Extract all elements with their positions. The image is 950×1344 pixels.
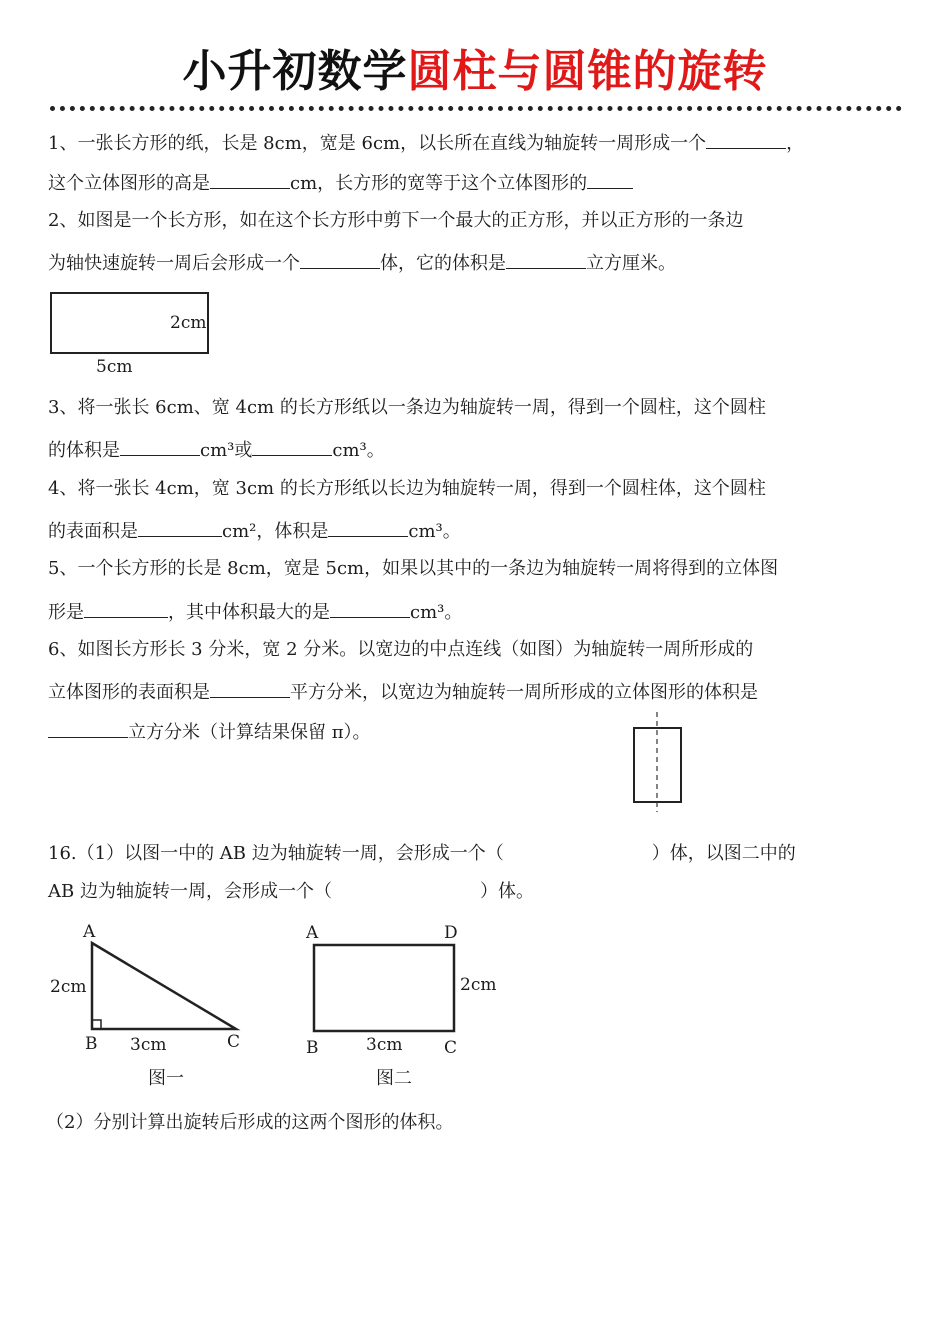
q16-text-d: ）体。 [479,881,534,902]
q3-text-c: cm³。 [332,440,385,461]
q6-text-a: 立体图形的表面积是 [48,682,210,703]
side-bc-label: 3cm [130,1035,167,1055]
q2-text-c: 立方厘米。 [586,253,676,274]
side-bc-label: 3cm [366,1035,403,1055]
q2-text-b: 体，它的体积是 [380,253,506,274]
q4-text-b: cm²，体积是 [222,521,329,542]
q4-text-a: 的表面积是 [48,521,138,542]
question-4-line-2 [48,516,461,545]
answer-blank[interactable] [587,168,633,189]
q6-text-c: 立方分米（计算结果保留 π）。 [128,722,371,743]
question-16-line-1 [48,841,796,867]
answer-blank[interactable] [300,248,380,269]
q16-text-b: ）体，以图二中的 [651,843,796,864]
vertex-label-b: B [306,1038,319,1058]
rectangle-abcd [314,945,454,1031]
q2-rectangle-figure [40,284,240,380]
question-2-line-2 [48,248,676,277]
vertex-label-c: C [444,1038,458,1058]
question-3-line-2 [48,435,385,464]
q2-height-label: 2cm [170,313,207,333]
question-1-line-2 [48,168,633,197]
vertex-label-d: D [444,923,458,943]
answer-blank[interactable] [252,435,332,456]
question-1-line-1 [48,128,804,157]
side-dc-label: 2cm [460,975,497,995]
answer-blank[interactable] [506,248,586,269]
figure-2-rectangle [296,916,516,1096]
q2-text-a: 为轴快速旋转一周后会形成一个 [48,253,300,274]
answer-blank[interactable] [706,128,786,149]
side-ab-label: 2cm [50,977,87,997]
q1-text-b: ， [786,133,805,154]
right-angle-mark [92,1020,101,1029]
question-6-line-2 [48,677,758,706]
answer-blank[interactable] [120,435,200,456]
question-4-line-1: 4、将一张长 4cm，宽 3cm 的长方形纸以长边为轴旋转一周，得到一个圆柱体，这个圆柱 [48,478,766,499]
page-title [0,42,950,102]
q5-text-c: cm³。 [410,602,463,623]
answer-blank[interactable] [330,597,410,618]
vertex-label-c: C [227,1032,241,1052]
q1-text-c: 这个立体图形的高是 [48,173,210,194]
title-red-part: 圆柱与圆锥的旋转 [407,46,768,97]
vertex-label-b: B [85,1034,98,1054]
question-6-line-1: 6、如图长方形长 3 分米，宽 2 分米。以宽边的中点连线（如图）为轴旋转一周所形成的 [48,639,754,660]
answer-blank[interactable] [328,516,408,537]
q6-text-b: 平方分米，以宽边为轴旋转一周所形成的立体图形的体积是 [290,682,758,703]
question-2-line-1: 2、如图是一个长方形，如在这个长方形中剪下一个最大的正方形，并以正方形的一条边 [48,210,744,231]
triangle-abc [92,943,236,1029]
vertex-label-a: A [306,923,319,943]
question-3-line-1: 3、将一张长 6cm、宽 4cm 的长方形纸以一条边为轴旋转一周，得到一个圆柱，这个圆柱 [48,397,766,418]
q3-text-b: cm³或 [200,440,253,461]
q6-rectangle-figure [620,708,700,818]
question-5-line-2 [48,597,462,626]
q2-width-label: 5cm [96,357,133,377]
q16-text-a: 16.（1）以图一中的 AB 边为轴旋转一周，会形成一个（ [48,843,504,864]
q1-text-a: 1、一张长方形的纸，长是 8cm，宽是 6cm，以长所在直线为轴旋转一周形成一个 [48,133,707,154]
question-16-line-2 [48,879,534,905]
title-black-part: 小升初数学 [182,46,408,97]
answer-blank[interactable] [48,717,128,738]
figure-2-caption: 图二 [376,1068,412,1089]
figure-1-caption: 图一 [148,1068,184,1089]
vertex-label-a: A [83,922,96,942]
q1-text-d: cm，长方形的宽等于这个立体图形的 [290,173,588,194]
figure-1-triangle [40,916,260,1096]
answer-blank[interactable] [138,516,222,537]
question-5-line-1: 5、一个长方形的长是 8cm，宽是 5cm，如果以其中的一条边为轴旋转一周将得到的立体图 [48,558,779,579]
q3-text-a: 的体积是 [48,440,120,461]
q4-text-c: cm³。 [408,521,461,542]
question-16-part-2: （2）分别计算出旋转后形成的这两个图形的体积。 [46,1112,454,1133]
q16-text-c: AB 边为轴旋转一周，会形成一个（ [48,881,332,902]
dotted-divider [50,106,902,111]
answer-blank[interactable] [210,677,290,698]
answer-blank[interactable] [210,168,290,189]
question-6-line-3 [48,717,371,746]
q5-text-b: ，其中体积最大的是 [168,602,330,623]
answer-blank[interactable] [84,597,168,618]
q5-text-a: 形是 [48,602,84,623]
